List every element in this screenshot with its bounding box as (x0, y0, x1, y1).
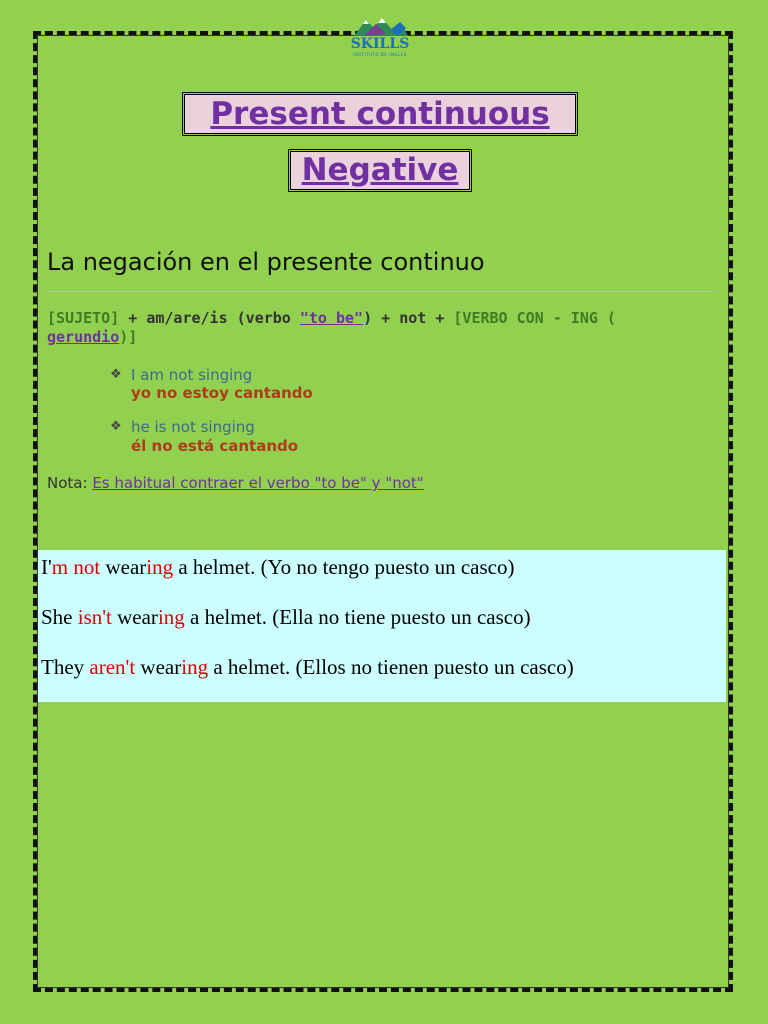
example-english: I am not singing (131, 366, 253, 384)
formula-verb: [VERBO CON - ING (453, 309, 598, 327)
sentence-rest: a helmet. (Yo no tengo puesto un casco) (173, 555, 515, 579)
example-spanish: yo no estoy cantando (131, 384, 313, 402)
sentence-rest: a helmet. (Ellos no tienen puesto un casco) (208, 655, 574, 679)
formula-not: ) + not + (363, 309, 454, 327)
sentence-negation: isn't (77, 605, 112, 629)
to-be-link[interactable]: "to be" (299, 309, 364, 327)
formula-end: )] (119, 328, 138, 346)
formula-middle: + am/are/is (verbo (119, 309, 300, 327)
sentence-negation: m not (51, 555, 101, 579)
sentence-subject: They (41, 655, 90, 679)
sentence-ing: ing (146, 555, 174, 579)
sentence-subject: She (41, 605, 78, 629)
grammar-formula (47, 309, 667, 347)
heading-divider (47, 291, 713, 292)
formula-paren: ( (597, 309, 616, 327)
sentence-verb: wear (135, 655, 182, 679)
diamond-bullet-icon: ❖ (110, 419, 122, 434)
example-english: he is not singing (131, 418, 255, 436)
logo-subtitle: INSTITUTO DE INGLES (353, 52, 407, 57)
note-link[interactable]: Es habitual contraer el verbo "to be" y "not" (92, 474, 424, 492)
logo-name: SKILLS (350, 36, 410, 52)
mountain-logo-icon (346, 14, 414, 38)
note (47, 474, 424, 492)
page-subtitle: Negative (290, 151, 470, 190)
sentence-verb: wear (111, 605, 158, 629)
example-sentence (41, 555, 515, 580)
example-sentence (41, 605, 531, 630)
note-label: Nota (47, 474, 83, 492)
sentence-rest: a helmet. (Ella no tiene puesto un casco) (184, 605, 531, 629)
sentence-subject: I' (41, 555, 52, 579)
examples-box (38, 550, 726, 702)
example-spanish: él no está cantando (131, 437, 299, 455)
example-sentence (41, 655, 574, 680)
formula-subject: [SUJETO] (47, 309, 120, 327)
page-title: Present continuous (184, 94, 576, 134)
sentence-ing: ing (157, 605, 185, 629)
sentence-verb: wear (100, 555, 147, 579)
sentence-negation: aren't (89, 655, 136, 679)
gerundio-link[interactable]: gerundio (47, 328, 120, 346)
section-heading: La negación en el presente continuo (47, 248, 485, 276)
diamond-bullet-icon: ❖ (110, 367, 122, 382)
sentence-ing: ing (181, 655, 209, 679)
note-colon: : (82, 474, 93, 492)
skills-logo (346, 14, 414, 60)
